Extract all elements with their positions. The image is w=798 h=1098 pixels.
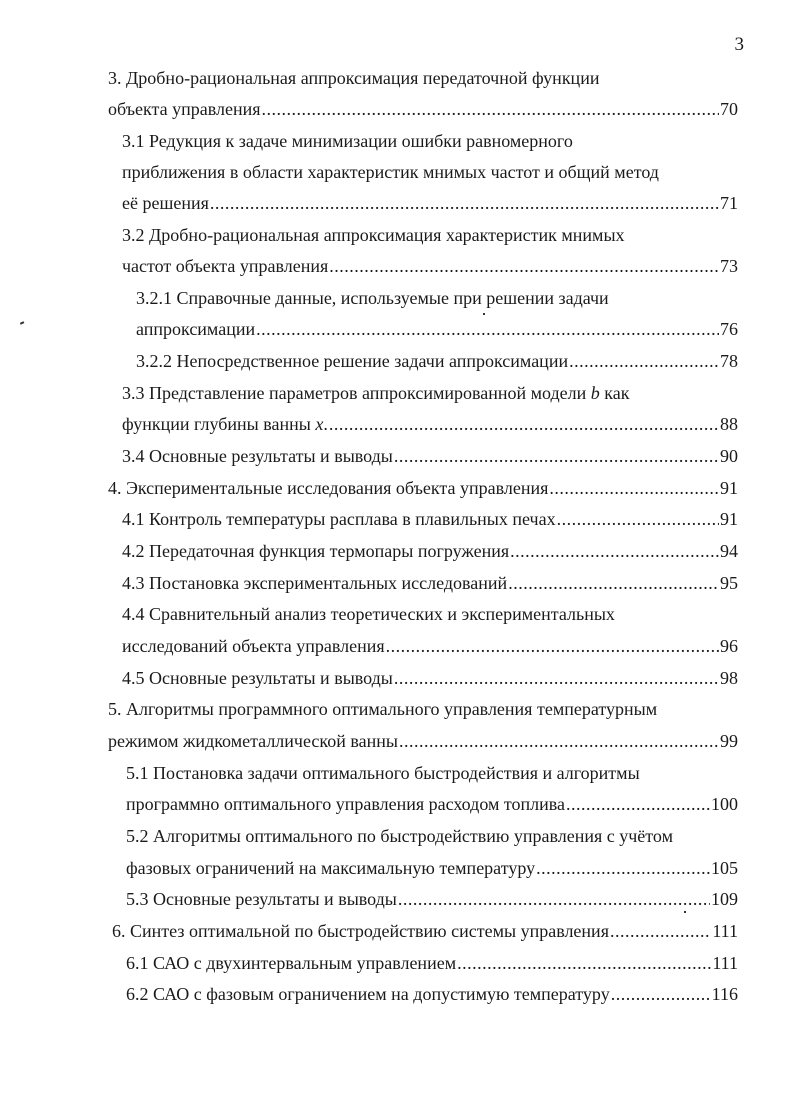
toc-entry-6-1-title: 6.1 САО с двухинтервальным управлением [126,953,457,973]
toc-entry-5-line-2[interactable] [108,730,738,752]
toc-entry-4-5-title: 4.5 Основные результаты и выводы [122,668,393,688]
toc-entry-3-title-cont: объекта управления [108,99,261,119]
toc-entry-3-1-title-end: её решения [122,193,209,213]
toc-entry-4-2[interactable] [122,540,738,562]
toc-entry-4-4-title: 4.4 Сравнительный анализ теоретических и экспериментальных [122,604,615,624]
toc-entry-3-2-1-title-cont: аппроксимации [136,319,256,339]
page-number: 3 [734,34,744,55]
toc-entry-3-2-1-title: 3.2.1 Справочные данные, используемые при решении задачи [136,288,609,308]
dot-leader [508,572,719,594]
toc-entry-3-1-title-cont: приближения в области характеристик мнимых частот и общий метод [122,162,659,182]
toc-entry-3-4[interactable] [122,445,738,467]
toc-entry-6-2-page: 116 [711,984,738,1004]
toc-entry-5-3-title: 5.3 Основные результаты и выводы [126,889,397,909]
toc-entry-5-page: 99 [720,731,738,751]
toc-entry-3-2-2[interactable] [136,350,738,372]
toc-entry-3-title: 3. Дробно-рациональная аппроксимация передаточной функции [108,68,600,88]
toc-entry-4-2-title: 4.2 Передаточная функция термопары погружения [122,541,510,561]
toc-entry-5-3[interactable] [126,888,738,910]
dot-leader [569,350,719,372]
toc-entry-5-2-title-cont: фазовых ограничений на максимальную температуру [126,858,536,878]
toc-entry-3-2-title: 3.2 Дробно-рациональная аппроксимация характеристик мнимых [122,225,625,245]
toc-entry-3-line-1 [108,67,599,89]
toc-entry-3-3-line-2[interactable] [122,413,738,435]
toc-entry-3-1-line-2 [122,161,659,183]
toc-entry-4-1[interactable] [122,508,738,530]
toc-entry-3-3-page: 88 [720,414,738,434]
toc-entry-5-line-1 [108,698,657,720]
toc-entry-5-2-line-1 [126,825,673,847]
dot-leader [557,508,719,530]
variable-x: x [315,414,324,434]
toc-entry-5-1-page: 100 [711,794,738,814]
toc-entry-4-4-title-cont: исследований объекта управления [122,636,385,656]
dot-leader [262,98,720,120]
scan-speck [684,911,686,913]
toc-entry-4-4-line-2[interactable] [122,635,738,657]
toc-entry-3-line-2[interactable] [108,98,738,120]
toc-entry-5-3-page: 109 [711,889,738,909]
toc-entry-3-1-page: 71 [720,193,738,213]
dot-leader [549,477,719,499]
toc-entry-4-4-page: 96 [720,636,738,656]
toc-entry-3-2-2-title: 3.2.2 Непосредственное решение задачи аппроксимации [136,351,569,371]
toc-entry-4-4-line-1 [122,603,615,625]
toc-entry-3-2-2-page: 78 [720,351,738,371]
toc-entry-5-1-line-2[interactable] [126,793,738,815]
toc-entry-3-2-line-2[interactable] [122,255,738,277]
variable-b: b [590,383,600,403]
dot-leader [394,445,719,467]
toc-entry-4-3-page: 95 [720,573,738,593]
toc-entry-5-2-line-2[interactable] [126,857,738,879]
toc-entry-6-1[interactable] [126,952,738,974]
dot-leader [566,793,710,815]
toc-entry-3-1-line-3[interactable] [122,192,738,214]
dot-leader [329,413,719,435]
toc-entry-6[interactable] [112,920,738,942]
dot-leader [510,540,719,562]
toc-entry-5-title: 5. Алгоритмы программного оптимального управления температурным [108,699,658,719]
toc-entry-3-2-1-page: 76 [720,319,738,339]
toc-entry-5-2-title: 5.2 Алгоритмы оптимального по быстродействию управления с учётом [126,826,673,846]
toc-entry-4-title: 4. Экспериментальные исследования объекта управления [108,478,549,498]
dot-leader [210,192,719,214]
toc-entry-4-5[interactable] [122,667,738,689]
toc-entry-4-2-page: 94 [720,541,738,561]
toc-entry-4-3-title: 4.3 Постановка экспериментальных исследований [122,573,508,593]
toc-entry-4-5-page: 98 [720,668,738,688]
toc-entry-6-2[interactable] [126,983,738,1005]
dot-leader [329,255,719,277]
dot-leader [399,730,719,752]
toc-entry-6-2-title: 6.2 САО с фазовым ограничением на допустимую температуру [126,984,610,1004]
toc-entry-3-2-page: 73 [720,256,738,276]
toc-entry-3-1-title: 3.1 Редукция к задаче минимизации ошибки равномерного [122,131,573,151]
toc-entry-4-1-page: 91 [720,509,738,529]
toc-entry-3-2-1-line-1 [136,287,609,309]
toc-entry-3-2-line-1 [122,224,625,246]
toc-entry-5-1-line-1 [126,762,640,784]
toc-entry-6-page: 111 [712,921,738,941]
toc-entry-3-1-line-1 [122,130,573,152]
toc-entry-4-page: 91 [720,478,738,498]
toc-entry-6-1-page: 111 [712,953,738,973]
dot-leader [398,888,710,910]
toc-entry-3-2-title-cont: частот объекта управления [122,256,329,276]
toc-entry-3-3-title: 3.3 Представление параметров аппроксимированной модели b как [122,383,630,403]
toc-entry-3-4-page: 90 [720,446,738,466]
dot-leader [394,667,719,689]
toc-entry-5-title-cont: режимом жидкометаллической ванны [108,731,398,751]
toc-entry-3-4-title: 3.4 Основные результаты и выводы [122,446,393,466]
dot-leader [256,318,719,340]
toc-entry-4-3[interactable] [122,572,738,594]
dot-leader [610,920,711,942]
scan-speck [483,313,485,315]
dot-leader [386,635,719,657]
toc-entry-4[interactable] [108,477,738,499]
toc-entry-3-3-title-cont: функции глубины ванны x. [122,414,328,434]
toc-entry-5-2-page: 105 [711,858,738,878]
toc-entry-6-title: 6. Синтез оптимальной по быстродействию системы управления [112,921,609,941]
dot-leader [611,983,711,1005]
toc-entry-4-1-title: 4.1 Контроль температуры расплава в плавильных печах [122,509,556,529]
toc-entry-3-page: 70 [720,99,738,119]
dot-leader [536,857,710,879]
toc-entry-3-3-line-1 [122,382,630,404]
toc-entry-5-1-title: 5.1 Постановка задачи оптимального быстродействия и алгоритмы [126,763,640,783]
toc-entry-5-1-title-cont: программно оптимального управления расходом топлива [126,794,565,814]
toc-entry-3-2-1-line-2[interactable] [136,318,738,340]
dot-leader [457,952,711,974]
